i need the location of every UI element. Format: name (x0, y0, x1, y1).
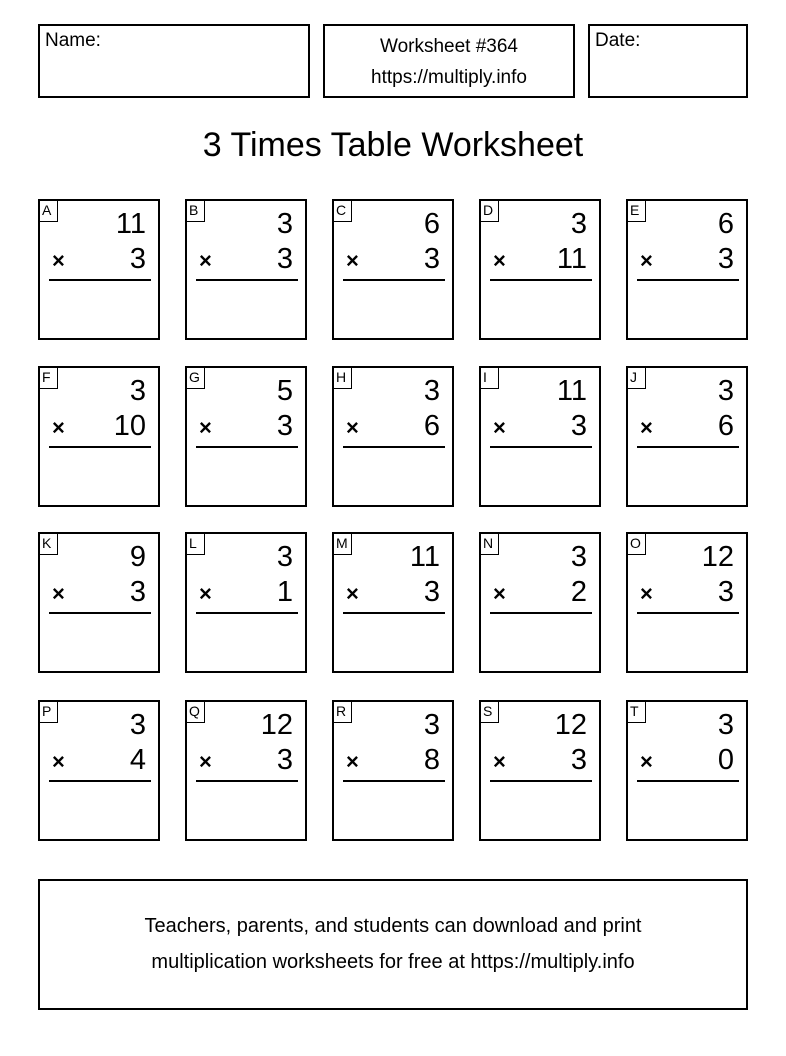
problem-letter: K (40, 534, 58, 555)
problem-letter: N (481, 534, 499, 555)
multiply-sign: × (199, 581, 212, 606)
multiply-sign: × (640, 415, 653, 440)
problem-card (332, 532, 454, 673)
problem-card (626, 532, 748, 673)
multiply-sign: × (493, 248, 506, 273)
multiplier: 6 (717, 410, 734, 442)
problem-card (38, 700, 160, 841)
multiply-sign: × (640, 581, 653, 606)
footer-box (38, 879, 748, 1010)
multiplicand: 3 (276, 541, 293, 573)
problem-card (332, 700, 454, 841)
answer-line (196, 446, 298, 448)
multiply-sign: × (346, 749, 359, 774)
problem-letter: P (40, 702, 58, 723)
multiplier: 3 (423, 243, 440, 275)
multiply-sign: × (493, 581, 506, 606)
multiplier: 3 (423, 576, 440, 608)
problem-card (185, 700, 307, 841)
multiply-sign: × (52, 248, 65, 273)
multiplicand: 6 (717, 208, 734, 240)
problem-letter: Q (187, 702, 205, 723)
answer-line (343, 612, 445, 614)
multiply-sign: × (493, 749, 506, 774)
problem-card (332, 366, 454, 507)
multiply-sign: × (52, 749, 65, 774)
answer-line (49, 612, 151, 614)
answer-line (196, 780, 298, 782)
problem-card (479, 199, 601, 340)
answer-line (490, 279, 592, 281)
answer-line (196, 279, 298, 281)
worksheet-number: Worksheet #364 (379, 36, 518, 57)
worksheet-url: https://multiply.info (371, 67, 527, 88)
answer-line (49, 780, 151, 782)
multiplier: 3 (717, 576, 734, 608)
multiplier: 10 (113, 410, 146, 442)
multiplier: 8 (423, 744, 440, 776)
multiplier: 1 (276, 576, 293, 608)
problem-card (479, 700, 601, 841)
multiplier: 3 (276, 744, 293, 776)
multiply-sign: × (52, 581, 65, 606)
multiplier: 3 (276, 410, 293, 442)
multiplicand: 3 (570, 541, 587, 573)
multiplicand: 3 (129, 375, 146, 407)
multiplicand: 12 (701, 541, 734, 573)
problem-card (332, 199, 454, 340)
worksheet-info-box (323, 24, 575, 98)
problem-card (38, 199, 160, 340)
problem-card (38, 366, 160, 507)
multiplicand: 11 (409, 541, 440, 573)
problem-letter: M (334, 534, 352, 555)
multiplier: 6 (423, 410, 440, 442)
multiply-sign: × (640, 749, 653, 774)
multiplicand: 5 (276, 375, 293, 407)
multiplier: 11 (556, 243, 587, 275)
multiplicand: 9 (129, 541, 146, 573)
answer-line (637, 446, 739, 448)
answer-line (637, 612, 739, 614)
footer-line-2: multiplication worksheets for free at https://multiply.info (151, 951, 635, 973)
answer-line (196, 612, 298, 614)
problem-card (479, 532, 601, 673)
problem-letter: T (628, 702, 646, 723)
multiplier: 4 (129, 744, 146, 776)
problem-card (626, 199, 748, 340)
multiplicand: 3 (423, 375, 440, 407)
problem-card (185, 199, 307, 340)
answer-line (49, 279, 151, 281)
multiplicand: 3 (717, 709, 734, 741)
problem-letter: S (481, 702, 499, 723)
multiplier: 3 (276, 243, 293, 275)
date-box[interactable] (588, 24, 748, 98)
problem-card (626, 366, 748, 507)
footer-line-1: Teachers, parents, and students can download and print (144, 915, 642, 937)
multiply-sign: × (199, 749, 212, 774)
answer-line (637, 780, 739, 782)
multiply-sign: × (346, 581, 359, 606)
problem-letter: C (334, 201, 352, 222)
multiply-sign: × (52, 415, 65, 440)
multiplicand: 3 (717, 375, 734, 407)
multiplicand: 12 (260, 709, 293, 741)
answer-line (49, 446, 151, 448)
multiply-sign: × (346, 415, 359, 440)
multiplicand: 3 (423, 709, 440, 741)
problem-letter: A (40, 201, 58, 222)
answer-line (343, 446, 445, 448)
problem-card (185, 366, 307, 507)
multiplicand: 3 (570, 208, 587, 240)
multiply-sign: × (640, 248, 653, 273)
answer-line (490, 780, 592, 782)
multiply-sign: × (199, 248, 212, 273)
problem-letter: D (481, 201, 499, 222)
name-label: Name: (45, 30, 101, 51)
answer-line (490, 446, 592, 448)
answer-line (490, 612, 592, 614)
multiplier: 0 (717, 744, 734, 776)
problem-card (185, 532, 307, 673)
problem-card (626, 700, 748, 841)
problem-letter: G (187, 368, 205, 389)
multiplicand: 6 (423, 208, 440, 240)
problem-letter: H (334, 368, 352, 389)
multiplier: 2 (570, 576, 587, 608)
problem-card (479, 366, 601, 507)
multiplicand: 12 (554, 709, 587, 741)
multiply-sign: × (199, 415, 212, 440)
multiplicand: 11 (556, 375, 587, 407)
problem-letter: I (481, 368, 499, 389)
problem-letter: J (628, 368, 646, 389)
answer-line (343, 279, 445, 281)
name-box[interactable] (38, 24, 310, 98)
multiply-sign: × (346, 248, 359, 273)
multiplier: 3 (570, 410, 587, 442)
answer-line (637, 279, 739, 281)
multiplicand: 3 (276, 208, 293, 240)
page-title: 3 Times Table Worksheet (202, 126, 584, 164)
multiplier: 3 (129, 576, 146, 608)
problem-letter: E (628, 201, 646, 222)
multiplicand: 11 (115, 208, 146, 240)
date-label: Date: (595, 30, 641, 51)
answer-line (343, 780, 445, 782)
problem-letter: O (628, 534, 646, 555)
multiplier: 3 (717, 243, 734, 275)
problem-letter: L (187, 534, 205, 555)
problem-letter: B (187, 201, 205, 222)
multiplicand: 3 (129, 709, 146, 741)
problem-letter: R (334, 702, 352, 723)
multiply-sign: × (493, 415, 506, 440)
problem-letter: F (40, 368, 58, 389)
problem-card (38, 532, 160, 673)
multiplier: 3 (570, 744, 587, 776)
multiplier: 3 (129, 243, 146, 275)
